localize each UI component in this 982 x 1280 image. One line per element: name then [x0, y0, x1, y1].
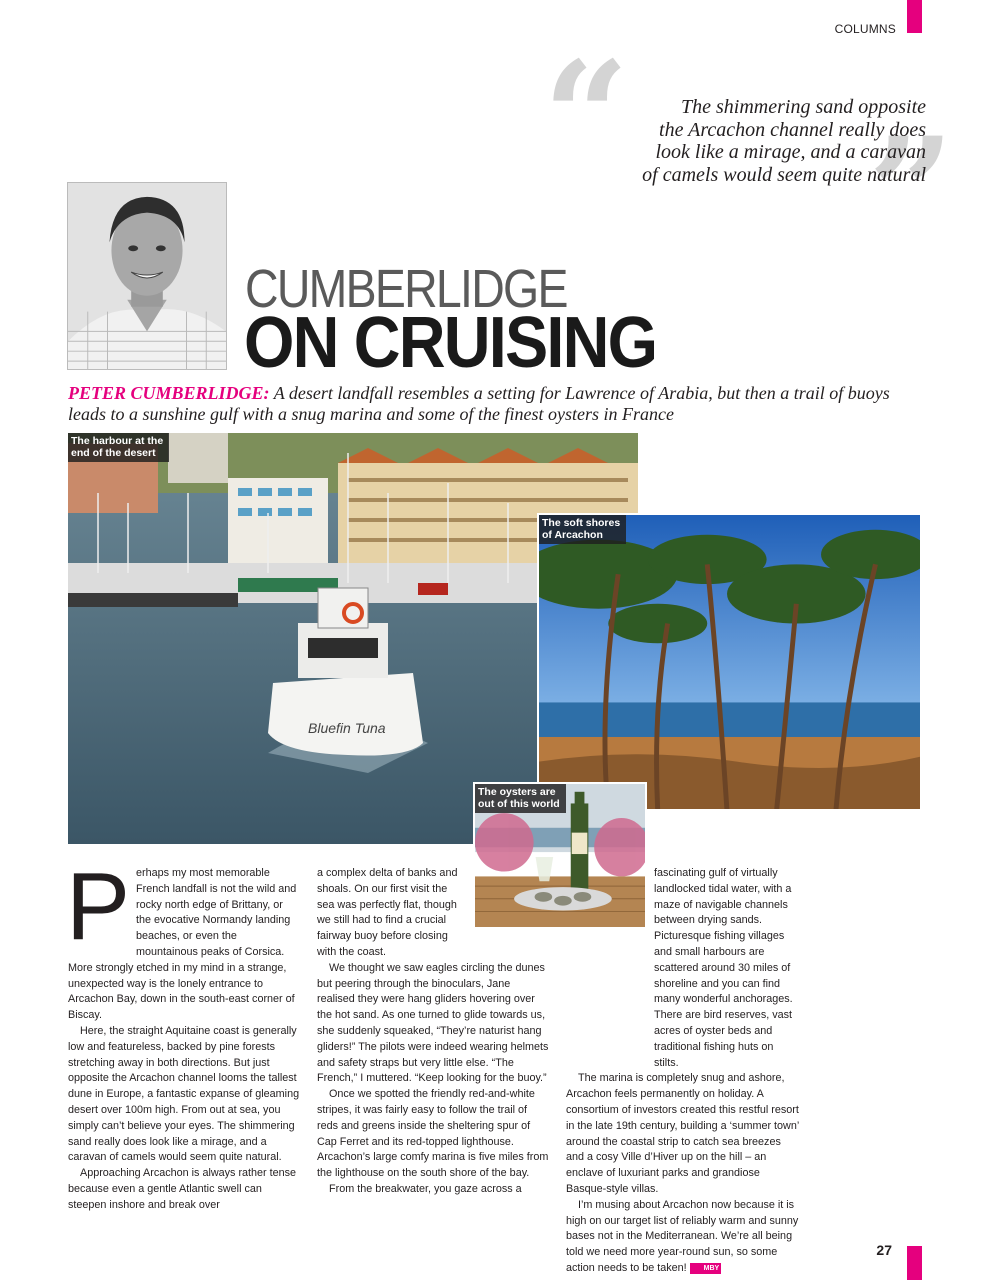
- pull-quote-line: look like a mirage, and a caravan: [655, 141, 926, 163]
- shores-photo-caption: The soft shores of Arcachon: [539, 515, 626, 544]
- section-tab-marker: [907, 0, 922, 33]
- column-title-line2: ON CRUISING: [244, 303, 657, 383]
- column-title-line1: CUMBERLIDGE: [245, 259, 567, 319]
- article-paragraph: I’m musing about Arcachon now because it is high on our target list of reliably warm and sunny bases not in the Mediterranean. We’re all being told we need more year-round sun, so some action needs to be taken! MBY: [566, 1198, 799, 1274]
- page-number: 27: [876, 1242, 892, 1258]
- section-label: COLUMNS: [834, 22, 896, 36]
- close-quote-icon: ”: [868, 105, 955, 281]
- article-column-2: [317, 866, 550, 1198]
- article-column-3: [566, 866, 800, 1277]
- article-paragraph: Approaching Arcachon is always rather tense because even a gentle Atlantic swell can steepen inshore and break over: [68, 1167, 297, 1211]
- article-paragraph: Perhaps my most memorable French landfall is not the wild and rocky north edge of Brittany, or the evocative Normandy landing beaches, or even the mountainous peaks of Corsica. More strongly etched in my mind in a strange, unexpected way is the lonely entrance to Arcachon Bay, down in the south-east corner of Biscay.: [66, 853, 297, 1022]
- end-mark-icon: MBY: [690, 1263, 722, 1274]
- article-paragraph: fascinating gulf of virtually landlocked tidal water, with a maze of navigable channels between drying sands. Picturesque fishing villages and small harbours are scattered around 30 miles of shoreline and you can find many wonderful anchorages. There are bird reserves, vast acres of oyster beds and traditional fishing huts on stilts.: [654, 867, 793, 1069]
- pull-quote-line: the Arcachon channel really does: [659, 118, 926, 141]
- pull-quote: [586, 96, 926, 186]
- standfirst-text: A desert landfall resembles a setting for Lawrence of Arabia, but then a trail of buoys leads to a sunshine gulf with a snug marina and some of the finest oysters in France: [68, 383, 890, 424]
- article-paragraph: The marina is completely snug and ashore, Arcachon feels permanently on holiday. A consortium of investors created this restful resort in the late 19th century, building a ‘summer town’ around the coastal strip to catch sea breezes and a cosy Ville d’Hiver up on the hill – an enclave of luxuriant parks and grandiose Basque-style villas.: [566, 1072, 799, 1195]
- article-paragraph: Here, the straight Aquitaine coast is generally low and featureless, backed by pine forests stretching away in both directions. But just opposite the Arcachon channel looms the tallest dune in Europe, a fantastic expanse of gleaming desert over 100m high. From out at sea, you simply can’t believe your eyes. The shimmering sand really does look like a mirage, and a caravan of camels would seem quite natural.: [68, 1024, 300, 1164]
- article-paragraph: From the breakwater, you gaze across a: [329, 1182, 522, 1195]
- pull-quote-line: The shimmering sand opposite: [681, 96, 926, 118]
- boat-name-label: Bluefin Tuna: [308, 720, 386, 736]
- standfirst: [68, 383, 928, 425]
- oysters-photo-caption: The oysters are out of this world: [475, 784, 566, 813]
- article-paragraph: We thought we saw eagles circling the dunes but peering through the binoculars, Jane realised they were hang gliders hovering over the hot sand. As one turned to glide towards us, she suddenly squeaked, “They’re naturist hang gliders!” The pilots were indeed wearing helmets and safety straps but very little else. “The French,” I muttered. “Keep looking for the buoy.”: [317, 961, 549, 1085]
- article-paragraph: Once we spotted the friendly red-and-white stripes, it was fairly easy to follow the trail of reds and greens inside the sheltering spur of Cap Ferret and its red-topped lighthouse. Arcachon’s large comfy marina is five miles from the lighthouse on the south shore of the bay.: [317, 1088, 549, 1180]
- article-paragraph: a complex delta of banks and shoals. On our first visit the sea was perfectly flat, though we still had to find a crucial fairway buoy before closing with the coast.: [317, 867, 458, 958]
- open-quote-icon: “: [543, 29, 630, 205]
- pull-quote-line: of camels would seem quite natural: [642, 163, 926, 186]
- harbour-photo-caption: The harbour at the end of the desert: [68, 433, 169, 462]
- article-column-1: [66, 853, 300, 1214]
- author-portrait: [67, 182, 227, 370]
- author-byline: PETER CUMBERLIDGE:: [68, 383, 270, 403]
- shores-photo: [537, 513, 922, 811]
- section-tab-marker-bottom: [907, 1246, 922, 1280]
- drop-cap: P: [66, 853, 131, 960]
